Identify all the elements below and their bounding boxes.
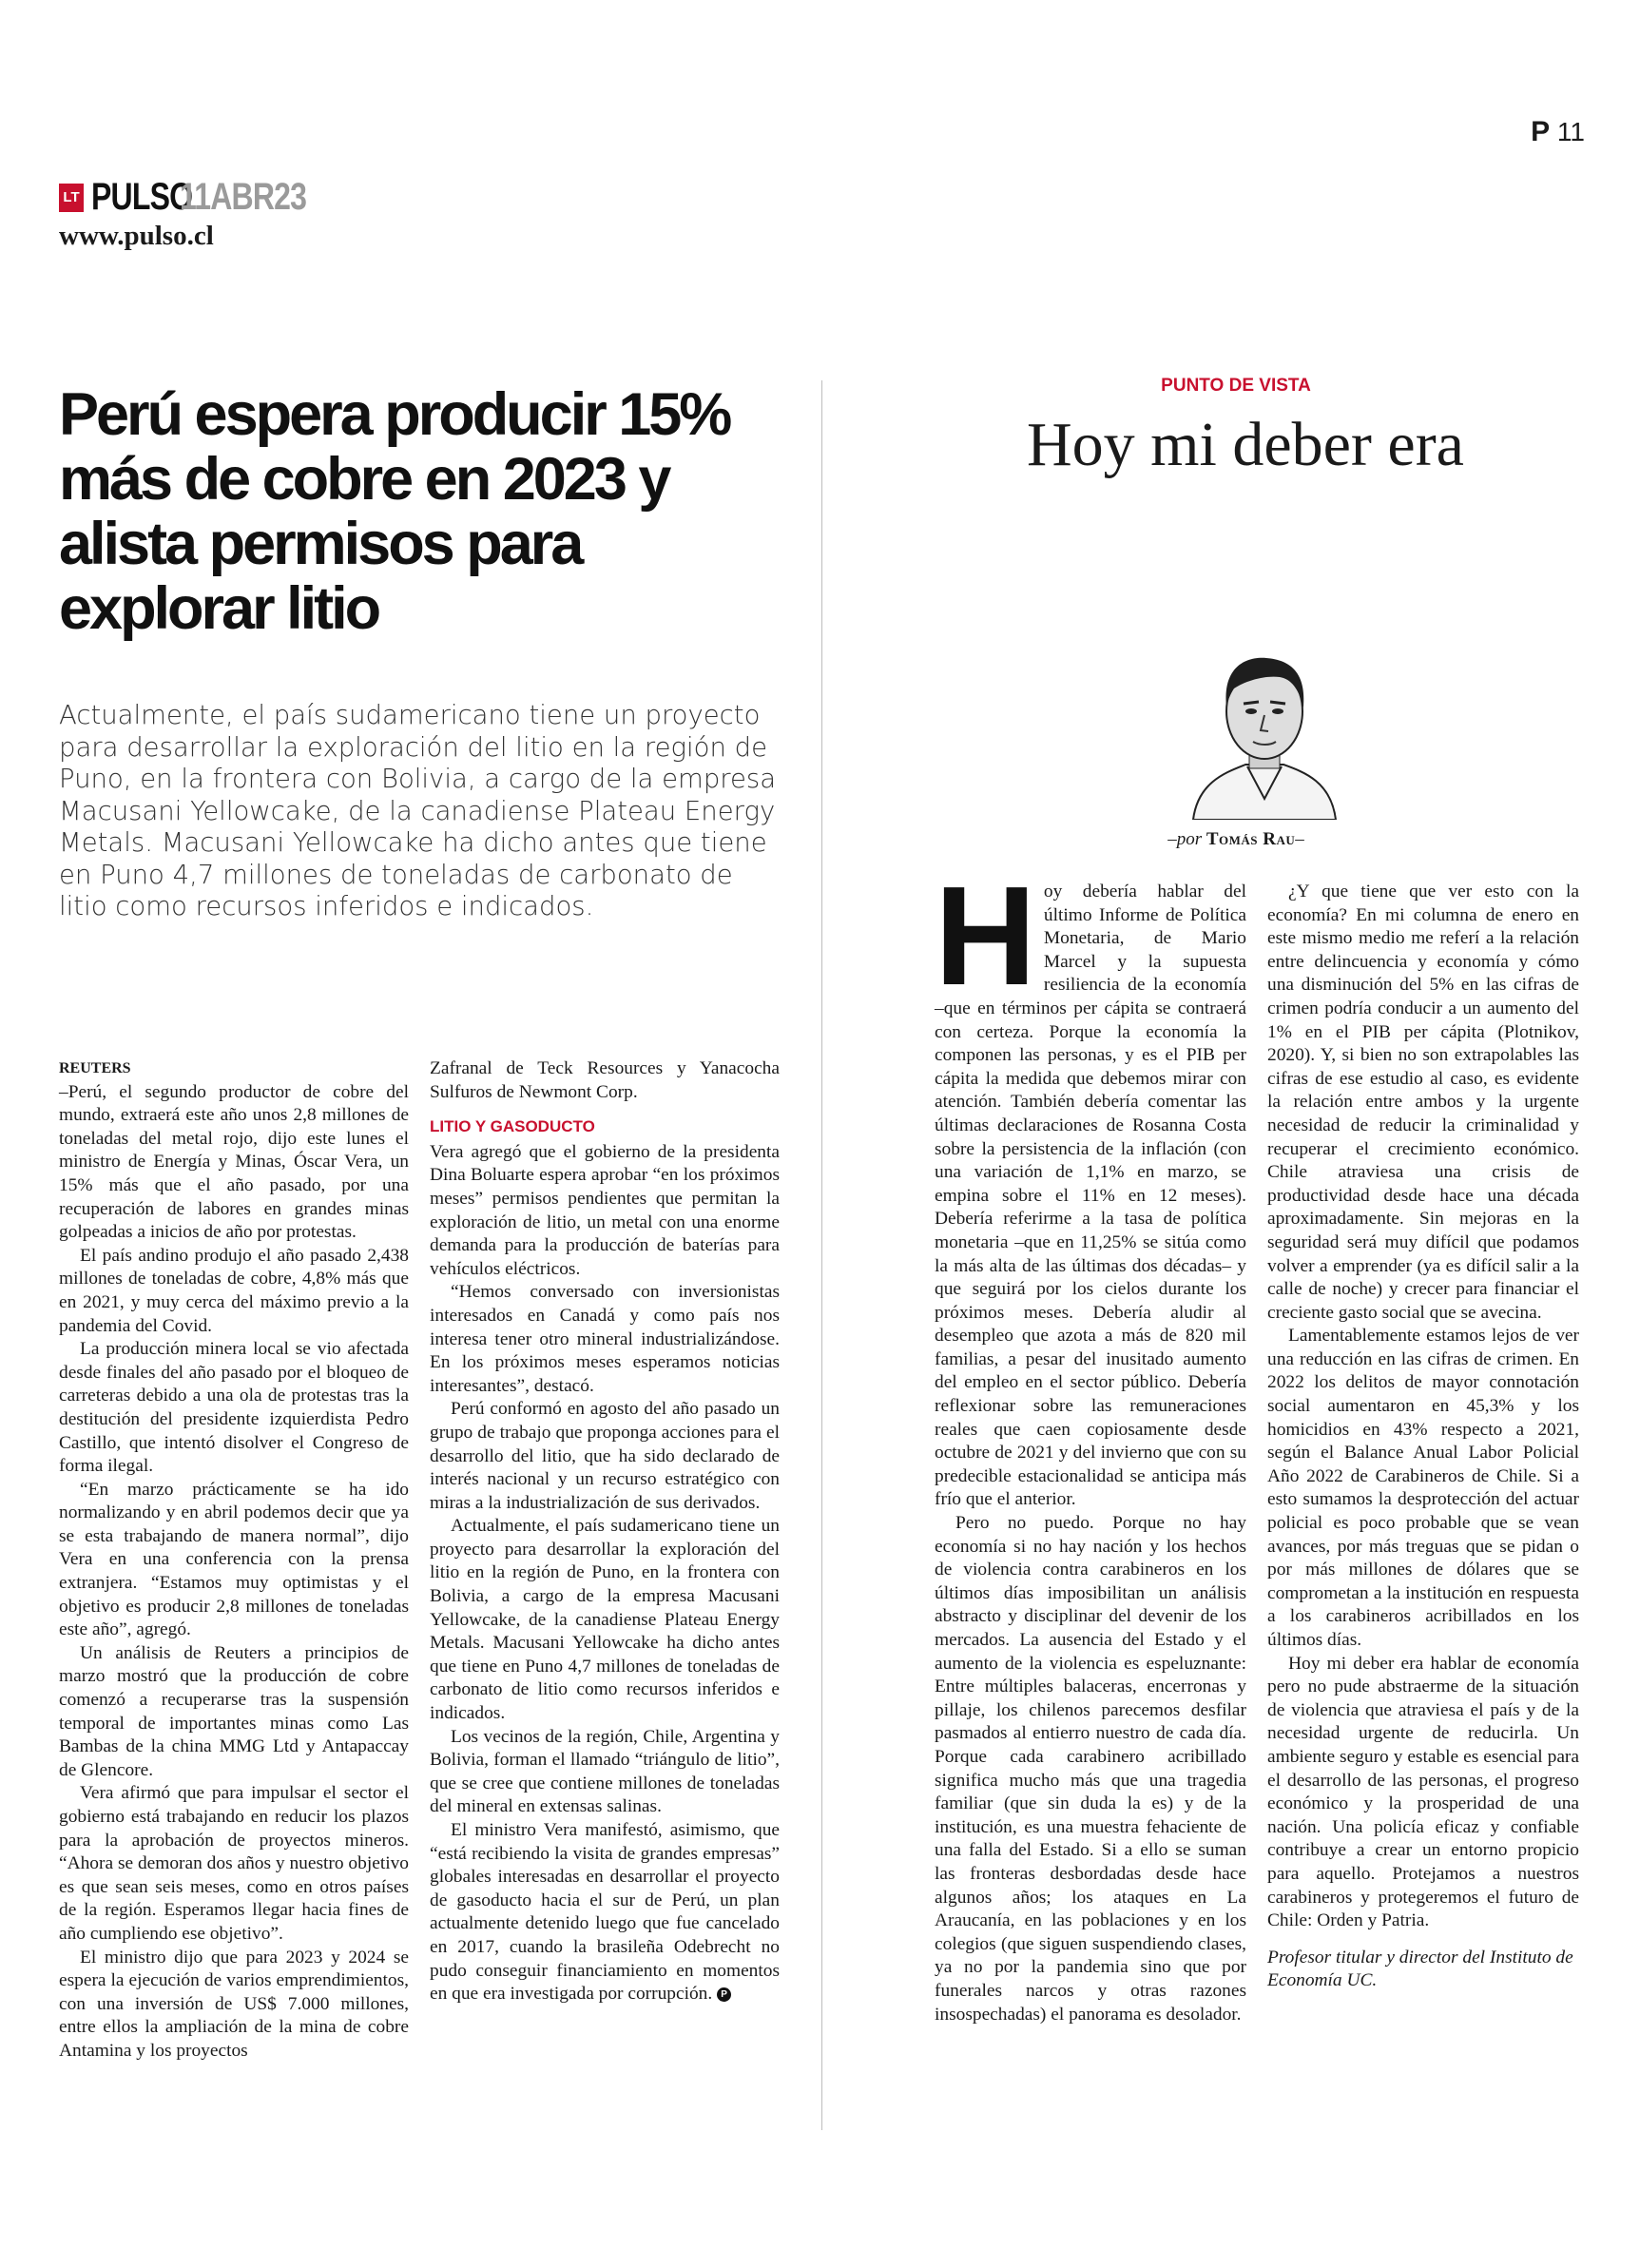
article-deck: Actualmente, el país sudamericano tiene un proyecto para desarrollar la exploración del litio en la región de Puno, en la frontera con Bolivia, a cargo de la empresa Macusani Yellowcake, de la canadiense Plateau Energy Metals. Macusani Yellowcake ha dicho antes que tiene en Puno 4,7 millones de toneladas de carbonato de litio como recursos inferidos e indicados. — [59, 700, 777, 921]
article-paragraph: Actualmente, el país sudamericano tiene un proyecto para desarrollar la exploración del litio en la región de Puno, en la frontera con Bolivia, a cargo de la empresa Macusani Yellowcake, de la canadiense Plateau Energy Metals. Macusani Yellowcake ha dicho antes que tiene en Puno 4,7 millones de toneladas de carbonato de litio como recursos inferidos e indicados. — [430, 1516, 780, 1724]
portrait-eye — [1272, 708, 1283, 714]
article-paragraph: Los vecinos de la región, Chile, Argentina y Bolivia, forman el llamado “triángulo de litio”, que se cree que contiene millones de toneladas del mineral en extensas salinas. — [430, 1726, 780, 1817]
opinion-title: Hoy mi deber era — [1027, 410, 1464, 479]
article-paragraph: Perú conformó en agosto del año pasado un grupo de trabajo que proponga acciones para el desarrollo del litio, que ha sido declarado de interés nacional y un recurso estratégico con miras a la industrialización de sus derivados. — [430, 1399, 780, 1513]
opinion-first-paragraph: oy debería hablar del último Informe de Política Monetaria, de Mario Marcel y la supuesta resiliencia de la economía –que en términos per cápita se contraerá con certeza. Porque la economía la componen las personas, y es el PIB per cápita la medida que debemos mirar con atención. También debería comentar las últimas declaraciones de Rosanna Costa sobre la persistencia de la inflación (con una variación de 1,1% en marzo, se empina sobre el 11% en 12 meses). Debería referirme a la tasa de política monetaria –que en 11,25% se sitúa como la más alta de las últimas dos décadas– y que seguirá por los cielos durante los próximos meses. Debería aludir al desempleo que azota a más de 820 mil familias, a pesar del inusitado aumento del empleo en el sector público. Debería reflexionar sobre las remuneraciones reales que caen copiosamente desde octubre de 2021 y del invierno que con su predecible estacionalidad se anticipa más frío que el anterior. — [935, 882, 1246, 1510]
drop-cap: H — [935, 858, 1036, 1015]
website: www.pulso.cl — [59, 221, 214, 251]
opinion-paragraph: Pero no puedo. Porque no hay economía si no hay nación y los hechos de violencia contra carabineros en los últimos días imposibilitan un análisis abstracto y disciplinar del devenir de los mercados. La ausencia del Estado y el aumento de la violencia es espeluznante: Entre múltiples balaceras, encerronas y pillaje, los chilenos parecemos desfilar pasmados al entierro nuestro de cada día. Porque cada carabinero acribillado significa mucho más que una tragedia familiar (que sin duda la es) y de la institución, es una muestra fehaciente de una falla del Estado. Si a ello se suman las fronteras desbordadas desde hace algunos años; los ataques en La Araucanía, en las poblaciones y en los colegios (que siguen suspendiendo clases, ya no por la pandemia sino que por funerales narcos y otras razones insospechadas) el panorama es desolador. — [935, 1513, 1246, 2025]
article-paragraph: El país andino produjo el año pasado 2,438 millones de toneladas de cobre, 4,8% más que en 2021, y muy cerca del máximo previo a la pandemia del Covid. — [59, 1245, 409, 1336]
byline-suffix: – — [1295, 829, 1304, 849]
opinion-paragraph: Hoy mi deber era hablar de economía pero no pude abstraerme de la situación de violencia que atraviesa el país y de la necesidad urgente de reducirla. Un ambiente seguro y estable es esencial para el desarrollo de las personas, el progreso económico y la prosperidad de una nación. Una policía eficaz y confiable contribuye a crear un entorno propicio para aquello. Protejamos a nuestros carabineros y protegeremos el futuro de Chile: Orden y Patria. — [1267, 1653, 1579, 1931]
portrait-eye — [1245, 708, 1257, 714]
article-paragraph — [430, 1819, 780, 2006]
byline-prefix: –por — [1167, 829, 1203, 849]
author-portrait — [1188, 639, 1341, 820]
article-paragraph: –Perú, el segundo productor de cobre del mundo, extraerá este año unos 2,8 millones de toneladas del metal rojo, dijo este lunes el ministro de Energía y Minas, Óscar Vera, un 15% más que el año pasado, por una recuperación de labores en grandes minas golpeadas a inicios de año por protestas. — [59, 1081, 409, 1243]
article-paragraph: Un análisis de Reuters a principios de marzo mostró que la producción de cobre comenzó a recuperarse tras la suspensión temporal de importantes minas como Las Bambas de la china MMG Ltd y Antapaccay de Glencore. — [59, 1642, 409, 1780]
article-subhead: LITIO Y GASODUCTO — [430, 1117, 595, 1136]
portrait-shoulders — [1193, 765, 1336, 820]
article-paragraph: La producción minera local se vio afectada desde finales del año pasado por el bloqueo de carreteras debido a una ola de protestas tras la destitución del presidente izquierdista Pedro Castillo, que intentó disolver el Congreso de forma ilegal. — [59, 1339, 409, 1477]
article-column-1 — [59, 1057, 409, 2064]
article-last-paragraph: El ministro Vera manifestó, asimismo, que “está recibiendo la visita de grandes empresas” globales interesadas en desarrollar el proyecto de gasoducto hacia el sur de Perú, un plan actualmente detenido luego que fue cancelado en 2017, cuando la brasileña Odebrecht no pudo conseguir financiamiento en momentos en que era investigada por corrupción. — [430, 1820, 780, 2005]
author-signature: Profesor titular y director del Instituto de Economía UC. — [1267, 1947, 1573, 1991]
page-number: P 11 — [1531, 116, 1585, 147]
article-paragraph: Zafranal de Teck Resources y Yanacocha Sulfuros de Newmont Corp. — [430, 1058, 780, 1102]
article-paragraph: El ministro dijo que para 2023 y 2024 se espera la ejecución de varios emprendimientos, con una inversión de US$ 7.000 millones, entre ellos la ampliación de la mina de cobre Antamina y los proyectos — [59, 1947, 409, 2061]
article-column-2 — [430, 1057, 780, 2006]
article-paragraph: “En marzo prácticamente se ha ido normalizando y en abril podemos decir que ya se esta trabajando de manera normal”, dijo Vera en una conferencia con la prensa extranjera. “Estamos muy optimistas y el objetivo es producir 2,8 millones de toneladas este año”, agregó. — [59, 1479, 409, 1640]
article-source: REUTERS — [59, 1060, 131, 1076]
opinion-paragraph: Lamentablemente estamos lejos de ver una reducción en las cifras de crimen. En 2022 los delitos de mayor connotación social aumentaron en 45,3% y los homicidios en 43% respecto a 2021, según el Balance Anual Labor Policial Año 2022 de Carabineros de Chile. Si a esto sumamos la desprotección del actuar policial es poco probable que se vean avances, por más treguas que se pidan o por más millones de dólares que se comprometan a la institución en respuesta a los carabineros acribillados en los últimos días. — [1267, 1326, 1579, 1650]
column-divider — [821, 380, 822, 2130]
lt-logo: LT — [59, 184, 84, 212]
author-name: Tomás Rau — [1206, 829, 1296, 849]
article-paragraph: Vera afirmó que para impulsar el sector el gobierno está trabajando en reducir los plazos para la aprobación de proyectos mineros. “Ahora se demoran dos años y nuestro objetivo es que sean seis meses, como en otros países de la región. Esperamos llegar hacia fines de año cumpliendo ese objetivo”. — [59, 1783, 409, 1944]
issue-date: 11ABR23 — [179, 176, 306, 218]
article-paragraph: “Hemos conversado con inversionistas interesados en Canadá y como país nos interesa tener otro mineral industrializándose. En los próximos meses esperamos noticias interesantes”, destacó. — [430, 1282, 780, 1396]
opinion-paragraph — [935, 858, 1246, 1512]
opinion-byline — [1046, 829, 1426, 850]
opinion-column-2 — [1267, 881, 1579, 1993]
masthead — [59, 176, 338, 219]
brand-name: PULSO — [91, 176, 193, 218]
article-paragraph: Vera agregó que el gobierno de la presidenta Dina Boluarte espera aprobar “en los próximos meses” permisos pendientes que permitan la exploración de litio, un metal con una enorme demanda para la producción de baterías para vehículos eléctricos. — [430, 1141, 780, 1279]
opinion-column-1 — [935, 858, 1246, 2026]
end-mark-icon: P — [717, 1987, 731, 2002]
article-headline: Perú espera producir 15% más de cobre en 2023 y alista permisos para explorar litio — [59, 381, 730, 642]
opinion-kicker: PUNTO DE VISTA — [1161, 376, 1311, 396]
opinion-paragraph: ¿Y que tiene que ver esto con la economía? En mi columna de enero en este mismo medio me referí a la relación entre delincuencia y economía y cómo una disminución del 5% en las cifras de crimen podría conducir a un aumento del 1% en el PIB per cápita (Plotnikov, 2020). Y, si bien no son extrapolables las cifras de ese estudio al caso, es evidente la relación entre ambos y la urgente necesidad de reducir la criminalidad y recuperar el crecimiento económico. Chile atraviesa una crisis de productividad desde hace una década aproximadamente. Sin mejoras en la seguridad será muy difícil que podamos volver a emprender (ya es difícil salir a la calle de noche) y crecer para financiar el creciente gasto social que se avecina. — [1267, 882, 1579, 1323]
